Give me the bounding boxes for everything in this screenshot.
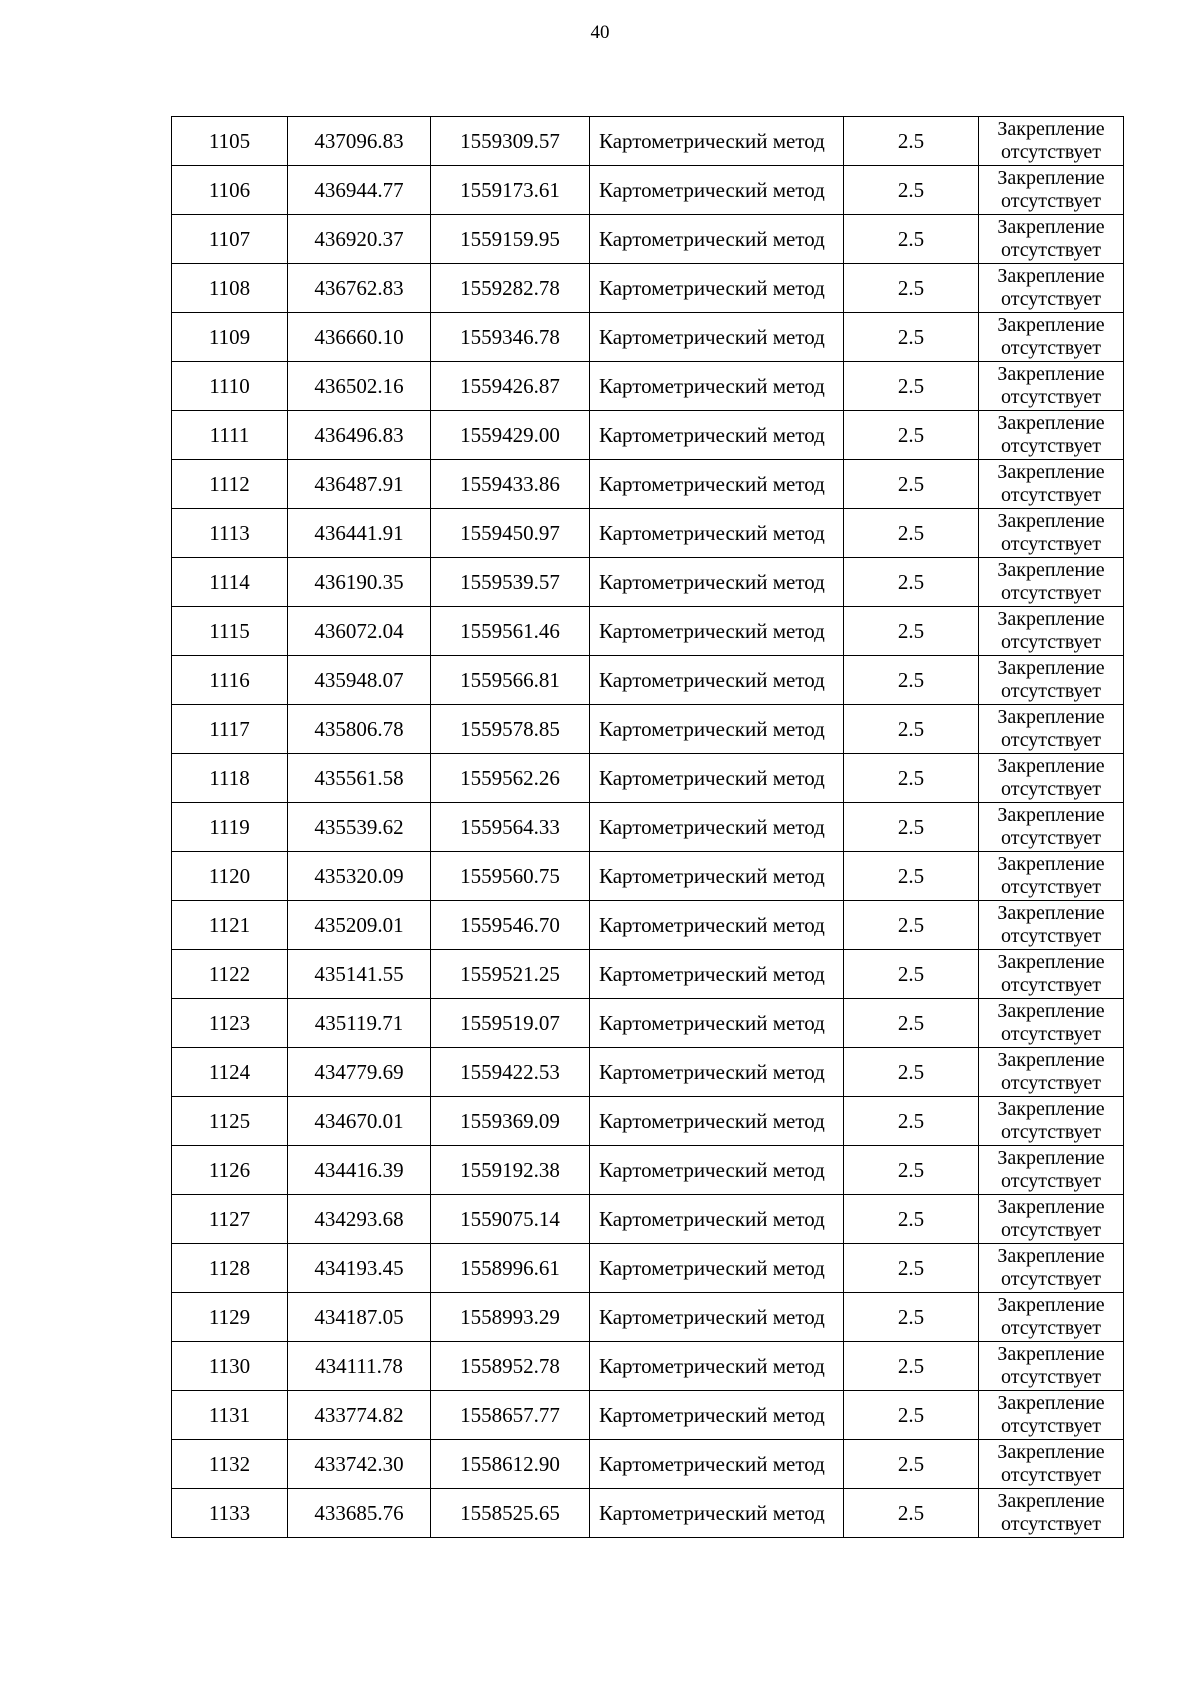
fixing-text-line: отсутствует — [1000, 484, 1102, 506]
method-cell: Картометрический метод — [590, 607, 844, 656]
page-number: 40 — [590, 22, 610, 43]
fixing-text-line: отсутствует — [1000, 533, 1102, 555]
method-cell: Картометрический метод — [590, 1146, 844, 1195]
table-row — [172, 215, 1124, 264]
fixing-text-line: отсутствует — [1000, 239, 1102, 261]
y-coordinate-cell: 1559519.07 — [431, 999, 590, 1048]
accuracy-cell: 2.5 — [844, 656, 979, 705]
fixing-cell — [979, 1489, 1124, 1538]
fixing-cell — [979, 117, 1124, 166]
y-coordinate-cell: 1559346.78 — [431, 313, 590, 362]
method-cell: Картометрический метод — [590, 999, 844, 1048]
method-cell: Картометрический метод — [590, 803, 844, 852]
fixing-text-line: Закрепление — [997, 1294, 1105, 1316]
table-row — [172, 362, 1124, 411]
method-cell: Картометрический метод — [590, 901, 844, 950]
fixing-text-line: отсутствует — [1000, 680, 1102, 702]
method-cell: Картометрический метод — [590, 754, 844, 803]
fixing-text-line: отсутствует — [1000, 876, 1102, 898]
table-row — [172, 705, 1124, 754]
fixing-cell — [979, 901, 1124, 950]
table-row — [172, 852, 1124, 901]
fixing-text-line: Закрепление — [997, 1392, 1105, 1414]
x-coordinate-cell: 436660.10 — [288, 313, 431, 362]
point-number-cell: 1118 — [172, 754, 288, 803]
table-row — [172, 1391, 1124, 1440]
accuracy-cell: 2.5 — [844, 558, 979, 607]
fixing-text-line: Закрепление — [997, 363, 1105, 385]
x-coordinate-cell: 436487.91 — [288, 460, 431, 509]
fixing-cell — [979, 166, 1124, 215]
x-coordinate-cell: 435806.78 — [288, 705, 431, 754]
accuracy-cell: 2.5 — [844, 460, 979, 509]
x-coordinate-cell: 437096.83 — [288, 117, 431, 166]
method-cell: Картометрический метод — [590, 705, 844, 754]
fixing-text-line: Закрепление — [997, 1000, 1105, 1022]
y-coordinate-cell: 1559566.81 — [431, 656, 590, 705]
point-number-cell: 1128 — [172, 1244, 288, 1293]
point-number-cell: 1123 — [172, 999, 288, 1048]
x-coordinate-cell: 436496.83 — [288, 411, 431, 460]
fixing-cell — [979, 1244, 1124, 1293]
fixing-text-line: Закрепление — [997, 314, 1105, 336]
fixing-text-line: Закрепление — [997, 1490, 1105, 1512]
y-coordinate-cell: 1559560.75 — [431, 852, 590, 901]
fixing-text-line: отсутствует — [1000, 1268, 1102, 1290]
accuracy-cell: 2.5 — [844, 1097, 979, 1146]
table-row — [172, 803, 1124, 852]
method-cell: Картометрический метод — [590, 1342, 844, 1391]
fixing-text-line: отсутствует — [1000, 1317, 1102, 1339]
accuracy-cell: 2.5 — [844, 705, 979, 754]
accuracy-cell: 2.5 — [844, 264, 979, 313]
table-row — [172, 607, 1124, 656]
fixing-cell — [979, 1342, 1124, 1391]
point-number-cell: 1107 — [172, 215, 288, 264]
fixing-cell — [979, 1293, 1124, 1342]
coordinates-table — [171, 116, 1124, 1538]
table-row — [172, 117, 1124, 166]
fixing-text-line: Закрепление — [997, 804, 1105, 826]
point-number-cell: 1110 — [172, 362, 288, 411]
table-row — [172, 1440, 1124, 1489]
table-row — [172, 1489, 1124, 1538]
table-body — [172, 117, 1124, 1538]
x-coordinate-cell: 435561.58 — [288, 754, 431, 803]
fixing-text-line: Закрепление — [997, 216, 1105, 238]
x-coordinate-cell: 434293.68 — [288, 1195, 431, 1244]
point-number-cell: 1127 — [172, 1195, 288, 1244]
x-coordinate-cell: 435948.07 — [288, 656, 431, 705]
accuracy-cell: 2.5 — [844, 1048, 979, 1097]
fixing-text-line: отсутствует — [1000, 778, 1102, 800]
method-cell: Картометрический метод — [590, 558, 844, 607]
fixing-cell — [979, 607, 1124, 656]
point-number-cell: 1130 — [172, 1342, 288, 1391]
fixing-text-line: Закрепление — [997, 412, 1105, 434]
x-coordinate-cell: 436944.77 — [288, 166, 431, 215]
fixing-cell — [979, 1391, 1124, 1440]
x-coordinate-cell: 436190.35 — [288, 558, 431, 607]
table-row — [172, 754, 1124, 803]
accuracy-cell: 2.5 — [844, 1489, 979, 1538]
method-cell: Картометрический метод — [590, 1097, 844, 1146]
x-coordinate-cell: 435141.55 — [288, 950, 431, 999]
method-cell: Картометрический метод — [590, 1440, 844, 1489]
fixing-text-line: Закрепление — [997, 1098, 1105, 1120]
fixing-cell — [979, 215, 1124, 264]
x-coordinate-cell: 434670.01 — [288, 1097, 431, 1146]
y-coordinate-cell: 1559562.26 — [431, 754, 590, 803]
fixing-text-line: Закрепление — [997, 167, 1105, 189]
method-cell: Картометрический метод — [590, 1293, 844, 1342]
accuracy-cell: 2.5 — [844, 362, 979, 411]
accuracy-cell: 2.5 — [844, 411, 979, 460]
y-coordinate-cell: 1559521.25 — [431, 950, 590, 999]
fixing-cell — [979, 264, 1124, 313]
x-coordinate-cell: 435320.09 — [288, 852, 431, 901]
x-coordinate-cell: 436441.91 — [288, 509, 431, 558]
table-row — [172, 1048, 1124, 1097]
table-row — [172, 1244, 1124, 1293]
fixing-cell — [979, 803, 1124, 852]
accuracy-cell: 2.5 — [844, 999, 979, 1048]
fixing-text-line: Закрепление — [997, 951, 1105, 973]
fixing-text-line: Закрепление — [997, 1343, 1105, 1365]
point-number-cell: 1119 — [172, 803, 288, 852]
y-coordinate-cell: 1558996.61 — [431, 1244, 590, 1293]
x-coordinate-cell: 434193.45 — [288, 1244, 431, 1293]
fixing-text-line: отсутствует — [1000, 386, 1102, 408]
accuracy-cell: 2.5 — [844, 1293, 979, 1342]
fixing-text-line: Закрепление — [997, 1441, 1105, 1463]
fixing-text-line: отсутствует — [1000, 435, 1102, 457]
fixing-text-line: отсутствует — [1000, 1121, 1102, 1143]
method-cell: Картометрический метод — [590, 1391, 844, 1440]
point-number-cell: 1120 — [172, 852, 288, 901]
accuracy-cell: 2.5 — [844, 1391, 979, 1440]
accuracy-cell: 2.5 — [844, 754, 979, 803]
point-number-cell: 1122 — [172, 950, 288, 999]
method-cell: Картометрический метод — [590, 1489, 844, 1538]
table-row — [172, 1342, 1124, 1391]
method-cell: Картометрический метод — [590, 656, 844, 705]
fixing-cell — [979, 1146, 1124, 1195]
y-coordinate-cell: 1559578.85 — [431, 705, 590, 754]
fixing-text-line: отсутствует — [1000, 1464, 1102, 1486]
point-number-cell: 1108 — [172, 264, 288, 313]
y-coordinate-cell: 1559450.97 — [431, 509, 590, 558]
point-number-cell: 1106 — [172, 166, 288, 215]
fixing-text-line: Закрепление — [997, 657, 1105, 679]
accuracy-cell: 2.5 — [844, 852, 979, 901]
x-coordinate-cell: 433742.30 — [288, 1440, 431, 1489]
fixing-cell — [979, 950, 1124, 999]
method-cell: Картометрический метод — [590, 362, 844, 411]
x-coordinate-cell: 435119.71 — [288, 999, 431, 1048]
y-coordinate-cell: 1559426.87 — [431, 362, 590, 411]
y-coordinate-cell: 1559173.61 — [431, 166, 590, 215]
y-coordinate-cell: 1559564.33 — [431, 803, 590, 852]
y-coordinate-cell: 1559282.78 — [431, 264, 590, 313]
x-coordinate-cell: 433685.76 — [288, 1489, 431, 1538]
point-number-cell: 1113 — [172, 509, 288, 558]
fixing-text-line: отсутствует — [1000, 1170, 1102, 1192]
y-coordinate-cell: 1558657.77 — [431, 1391, 590, 1440]
point-number-cell: 1132 — [172, 1440, 288, 1489]
fixing-text-line: Закрепление — [997, 1196, 1105, 1218]
x-coordinate-cell: 434416.39 — [288, 1146, 431, 1195]
accuracy-cell: 2.5 — [844, 1244, 979, 1293]
fixing-text-line: отсутствует — [1000, 288, 1102, 310]
table-row — [172, 901, 1124, 950]
fixing-text-line: отсутствует — [1000, 582, 1102, 604]
point-number-cell: 1124 — [172, 1048, 288, 1097]
x-coordinate-cell: 436072.04 — [288, 607, 431, 656]
method-cell: Картометрический метод — [590, 1048, 844, 1097]
fixing-text-line: отсутствует — [1000, 827, 1102, 849]
fixing-text-line: Закрепление — [997, 461, 1105, 483]
fixing-text-line: отсутствует — [1000, 974, 1102, 996]
accuracy-cell: 2.5 — [844, 1342, 979, 1391]
point-number-cell: 1114 — [172, 558, 288, 607]
x-coordinate-cell: 435209.01 — [288, 901, 431, 950]
x-coordinate-cell: 436502.16 — [288, 362, 431, 411]
y-coordinate-cell: 1559075.14 — [431, 1195, 590, 1244]
fixing-cell — [979, 558, 1124, 607]
method-cell: Картометрический метод — [590, 166, 844, 215]
table-row — [172, 1146, 1124, 1195]
point-number-cell: 1112 — [172, 460, 288, 509]
method-cell: Картометрический метод — [590, 950, 844, 999]
table-row — [172, 460, 1124, 509]
fixing-text-line: Закрепление — [997, 1049, 1105, 1071]
x-coordinate-cell: 436920.37 — [288, 215, 431, 264]
fixing-text-line: Закрепление — [997, 559, 1105, 581]
table-row — [172, 1097, 1124, 1146]
table-row — [172, 950, 1124, 999]
y-coordinate-cell: 1559422.53 — [431, 1048, 590, 1097]
table-row — [172, 313, 1124, 362]
accuracy-cell: 2.5 — [844, 313, 979, 362]
table-row — [172, 264, 1124, 313]
point-number-cell: 1111 — [172, 411, 288, 460]
method-cell: Картометрический метод — [590, 117, 844, 166]
accuracy-cell: 2.5 — [844, 950, 979, 999]
point-number-cell: 1125 — [172, 1097, 288, 1146]
method-cell: Картометрический метод — [590, 460, 844, 509]
fixing-cell — [979, 313, 1124, 362]
y-coordinate-cell: 1558525.65 — [431, 1489, 590, 1538]
y-coordinate-cell: 1558612.90 — [431, 1440, 590, 1489]
fixing-cell — [979, 1195, 1124, 1244]
fixing-cell — [979, 705, 1124, 754]
fixing-text-line: Закрепление — [997, 510, 1105, 532]
table-row — [172, 166, 1124, 215]
point-number-cell: 1115 — [172, 607, 288, 656]
fixing-text-line: Закрепление — [997, 608, 1105, 630]
x-coordinate-cell: 434779.69 — [288, 1048, 431, 1097]
fixing-cell — [979, 460, 1124, 509]
fixing-text-line: Закрепление — [997, 853, 1105, 875]
fixing-cell — [979, 411, 1124, 460]
y-coordinate-cell: 1559192.38 — [431, 1146, 590, 1195]
point-number-cell: 1129 — [172, 1293, 288, 1342]
accuracy-cell: 2.5 — [844, 1146, 979, 1195]
point-number-cell: 1109 — [172, 313, 288, 362]
table-row — [172, 1293, 1124, 1342]
accuracy-cell: 2.5 — [844, 607, 979, 656]
point-number-cell: 1117 — [172, 705, 288, 754]
accuracy-cell: 2.5 — [844, 117, 979, 166]
fixing-text-line: отсутствует — [1000, 1513, 1102, 1535]
y-coordinate-cell: 1559159.95 — [431, 215, 590, 264]
y-coordinate-cell: 1558952.78 — [431, 1342, 590, 1391]
fixing-text-line: отсутствует — [1000, 1023, 1102, 1045]
accuracy-cell: 2.5 — [844, 215, 979, 264]
table-row — [172, 656, 1124, 705]
fixing-text-line: отсутствует — [1000, 1415, 1102, 1437]
fixing-cell — [979, 509, 1124, 558]
accuracy-cell: 2.5 — [844, 1440, 979, 1489]
y-coordinate-cell: 1559433.86 — [431, 460, 590, 509]
point-number-cell: 1133 — [172, 1489, 288, 1538]
fixing-text-line: Закрепление — [997, 755, 1105, 777]
method-cell: Картометрический метод — [590, 1244, 844, 1293]
y-coordinate-cell: 1559369.09 — [431, 1097, 590, 1146]
accuracy-cell: 2.5 — [844, 509, 979, 558]
fixing-text-line: отсутствует — [1000, 1072, 1102, 1094]
y-coordinate-cell: 1559539.57 — [431, 558, 590, 607]
fixing-text-line: отсутствует — [1000, 190, 1102, 212]
accuracy-cell: 2.5 — [844, 901, 979, 950]
table-row — [172, 411, 1124, 460]
point-number-cell: 1126 — [172, 1146, 288, 1195]
method-cell: Картометрический метод — [590, 509, 844, 558]
accuracy-cell: 2.5 — [844, 1195, 979, 1244]
fixing-cell — [979, 999, 1124, 1048]
fixing-cell — [979, 1097, 1124, 1146]
fixing-text-line: Закрепление — [997, 902, 1105, 924]
fixing-cell — [979, 754, 1124, 803]
y-coordinate-cell: 1559309.57 — [431, 117, 590, 166]
fixing-cell — [979, 1048, 1124, 1097]
x-coordinate-cell: 433774.82 — [288, 1391, 431, 1440]
point-number-cell: 1131 — [172, 1391, 288, 1440]
table-row — [172, 509, 1124, 558]
method-cell: Картометрический метод — [590, 215, 844, 264]
fixing-text-line: Закрепление — [997, 265, 1105, 287]
fixing-text-line: отсутствует — [1000, 1219, 1102, 1241]
point-number-cell: 1121 — [172, 901, 288, 950]
fixing-text-line: Закрепление — [997, 706, 1105, 728]
fixing-text-line: отсутствует — [1000, 141, 1102, 163]
method-cell: Картометрический метод — [590, 264, 844, 313]
table-row — [172, 558, 1124, 607]
point-number-cell: 1116 — [172, 656, 288, 705]
table-row — [172, 1195, 1124, 1244]
fixing-cell — [979, 362, 1124, 411]
fixing-text-line: отсутствует — [1000, 729, 1102, 751]
y-coordinate-cell: 1559546.70 — [431, 901, 590, 950]
fixing-text-line: отсутствует — [1000, 925, 1102, 947]
y-coordinate-cell: 1558993.29 — [431, 1293, 590, 1342]
fixing-text-line: отсутствует — [1000, 1366, 1102, 1388]
x-coordinate-cell: 434111.78 — [288, 1342, 431, 1391]
accuracy-cell: 2.5 — [844, 803, 979, 852]
method-cell: Картометрический метод — [590, 1195, 844, 1244]
y-coordinate-cell: 1559429.00 — [431, 411, 590, 460]
fixing-cell — [979, 1440, 1124, 1489]
fixing-cell — [979, 852, 1124, 901]
x-coordinate-cell: 436762.83 — [288, 264, 431, 313]
table-row — [172, 999, 1124, 1048]
fixing-text-line: отсутствует — [1000, 337, 1102, 359]
x-coordinate-cell: 435539.62 — [288, 803, 431, 852]
fixing-text-line: Закрепление — [997, 1245, 1105, 1267]
method-cell: Картометрический метод — [590, 411, 844, 460]
accuracy-cell: 2.5 — [844, 166, 979, 215]
method-cell: Картометрический метод — [590, 313, 844, 362]
x-coordinate-cell: 434187.05 — [288, 1293, 431, 1342]
fixing-cell — [979, 656, 1124, 705]
method-cell: Картометрический метод — [590, 852, 844, 901]
y-coordinate-cell: 1559561.46 — [431, 607, 590, 656]
fixing-text-line: отсутствует — [1000, 631, 1102, 653]
point-number-cell: 1105 — [172, 117, 288, 166]
fixing-text-line: Закрепление — [997, 118, 1105, 140]
fixing-text-line: Закрепление — [997, 1147, 1105, 1169]
